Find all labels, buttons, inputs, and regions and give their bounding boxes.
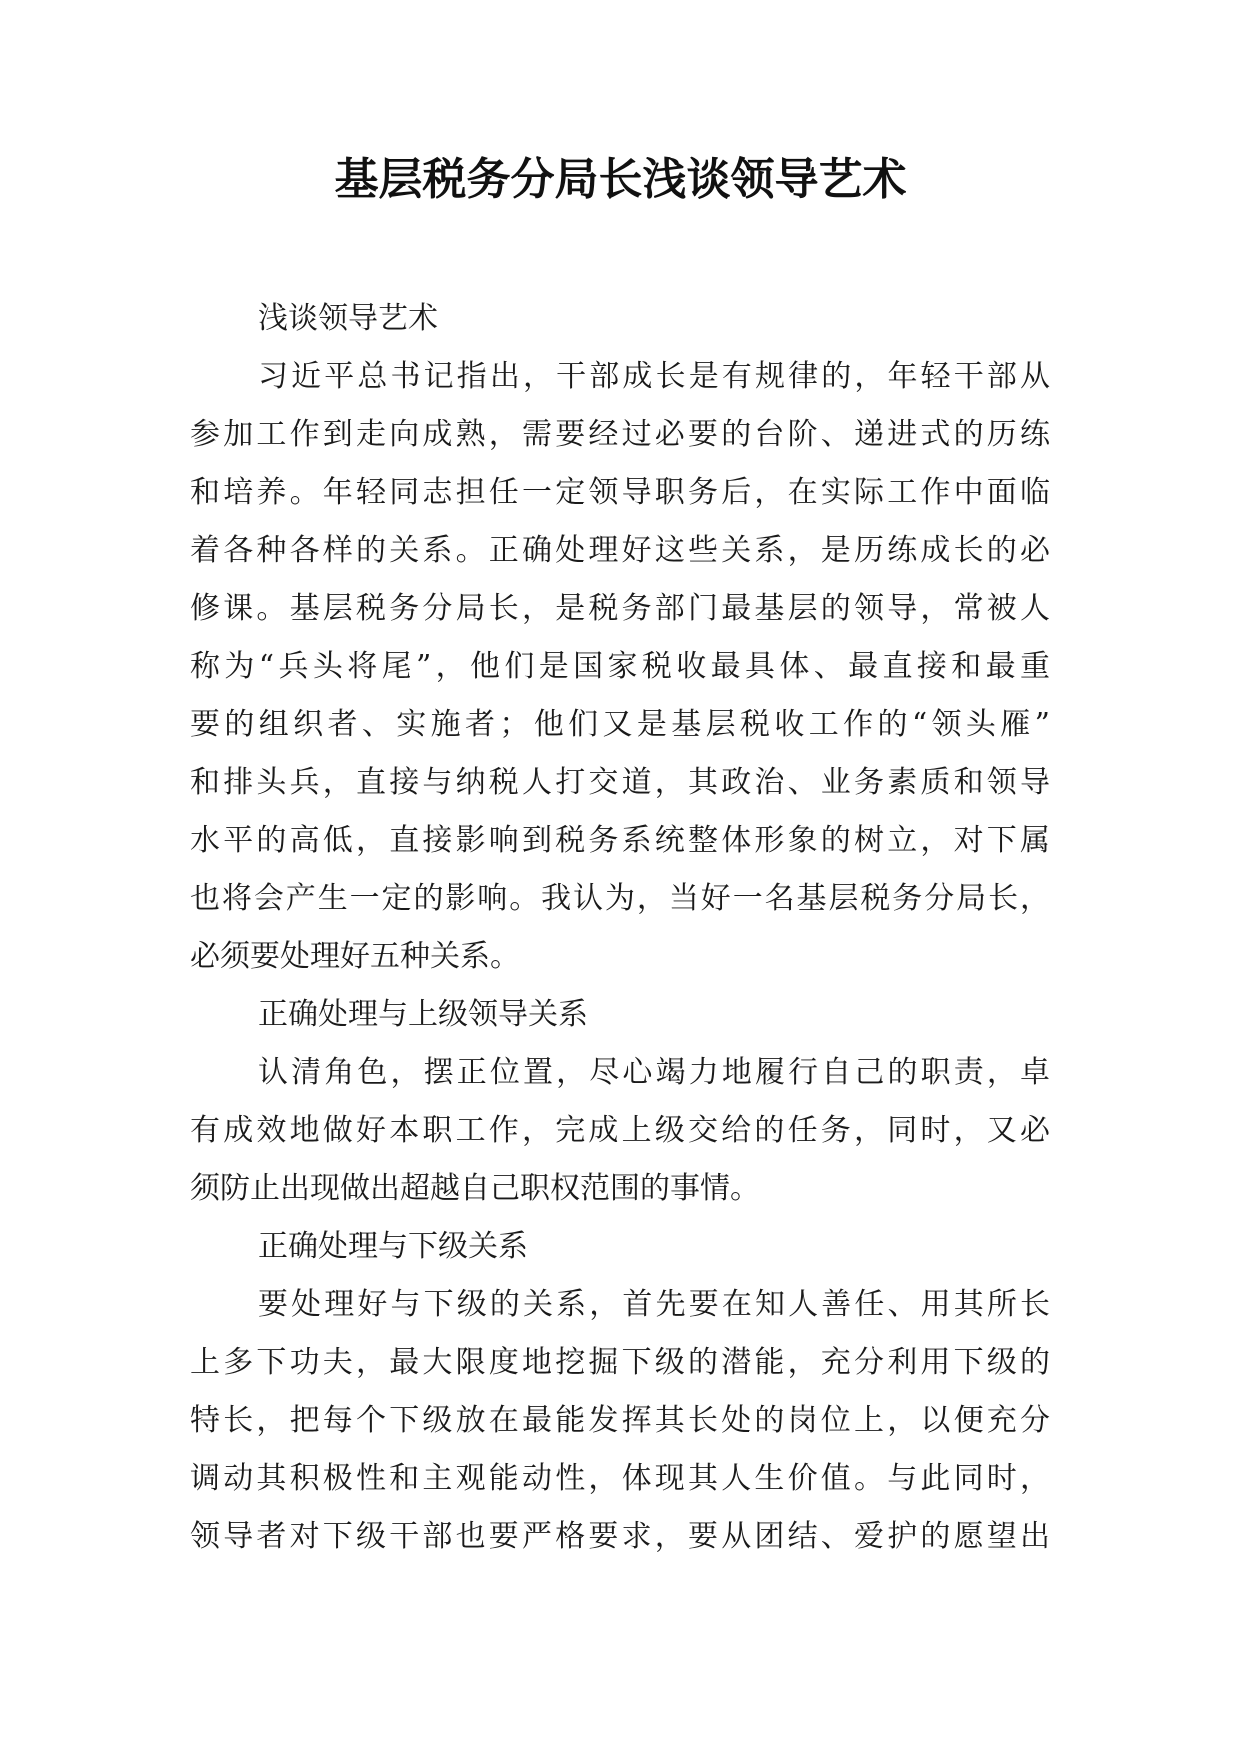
text-line: 着各种各样的关系。正确处理好这些关系，是历练成长的必 — [190, 533, 1050, 568]
text-line: 要处理好与下级的关系，首先要在知人善任、用其所长 — [258, 1287, 1050, 1322]
text-line: 特长，把每个下级放在最能发挥其长处的岗位上，以便充分 — [190, 1403, 1050, 1438]
text-line: 和培养。年轻同志担任一定领导职务后，在实际工作中面临 — [190, 475, 1050, 510]
text-line: 水平的高低，直接影响到税务系统整体形象的树立，对下属 — [190, 823, 1050, 858]
document-body — [190, 290, 1050, 1566]
text-line: 也将会产生一定的影响。我认为，当好一名基层税务分局长， — [190, 881, 1050, 916]
text-line: 认清角色，摆正位置，尽心竭力地履行自己的职责，卓 — [258, 1055, 1050, 1090]
text-line: 上多下功夫，最大限度地挖掘下级的潜能，充分利用下级的 — [190, 1345, 1050, 1380]
text-line: 习近平总书记指出，干部成长是有规律的，年轻干部从 — [258, 359, 1050, 394]
text-line: 领导者对下级干部也要严格要求，要从团结、爱护的愿望出 — [190, 1519, 1050, 1554]
text-line: 必须要处理好五种关系。 — [190, 939, 520, 974]
text-line: 有成效地做好本职工作，完成上级交给的任务，同时，又必 — [190, 1113, 1050, 1148]
text-line: 正确处理与下级关系 — [258, 1229, 528, 1264]
text-line: 修课。基层税务分局长，是税务部门最基层的领导，常被人 — [190, 591, 1050, 626]
text-line: 和排头兵，直接与纳税人打交道，其政治、业务素质和领导 — [190, 765, 1050, 800]
text-line: 须防止出现做出超越自己职权范围的事情。 — [190, 1171, 760, 1206]
text-line: 调动其积极性和主观能动性，体现其人生价值。与此同时， — [190, 1461, 1050, 1496]
text-line: 正确处理与上级领导关系 — [258, 997, 588, 1032]
page-title: 基层税务分局长浅谈领导艺术 — [334, 154, 907, 205]
text-line: 参加工作到走向成熟，需要经过必要的台阶、递进式的历练 — [190, 417, 1050, 452]
text-line: 浅谈领导艺术 — [258, 301, 438, 336]
text-line: 称为“兵头将尾”，他们是国家税收最具体、最直接和最重 — [190, 649, 1050, 684]
text-line: 要的组织者、实施者；他们又是基层税收工作的“领头雁” — [190, 707, 1050, 742]
